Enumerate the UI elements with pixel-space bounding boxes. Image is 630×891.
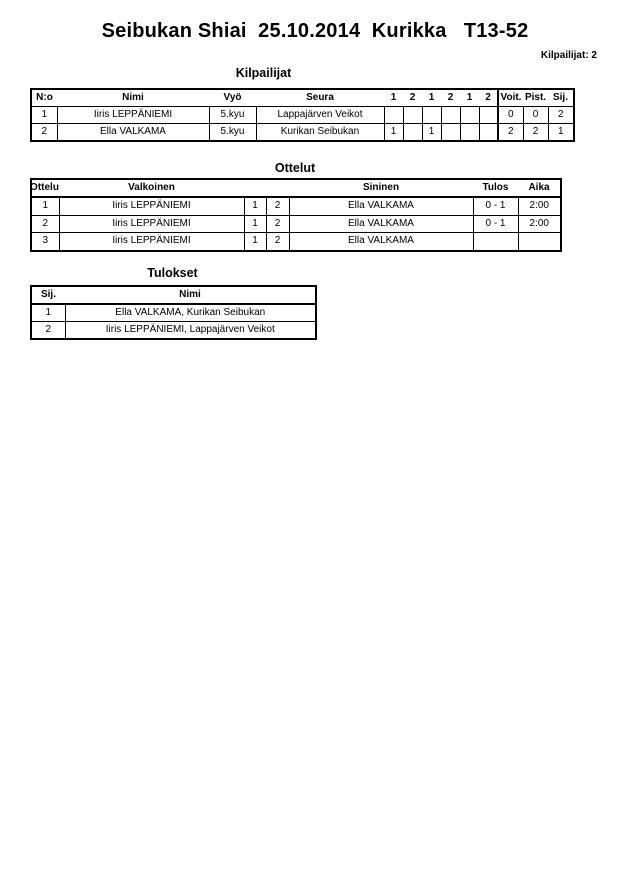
result-place: 1: [31, 304, 65, 322]
score-cell: [479, 107, 498, 124]
match-number: 2: [31, 215, 59, 233]
match-row: [31, 215, 561, 233]
col-header-score-4: 2: [441, 89, 460, 107]
points-cell: 2: [523, 124, 548, 142]
col-header-vyo: Vyö: [209, 89, 256, 107]
score-cell: [403, 124, 422, 142]
col-header-sij: Sij.: [31, 286, 65, 304]
score-cell: [479, 124, 498, 142]
competitor-number: 2: [31, 124, 57, 142]
placement-cell: 1: [548, 124, 574, 142]
match-row: [31, 197, 561, 215]
white-fighter-number: 1: [244, 233, 266, 251]
score-cell: [384, 107, 403, 124]
results-table: [30, 285, 317, 340]
score-cell: [460, 107, 479, 124]
competitor-row: [31, 124, 574, 142]
competitor-name: Ella VALKAMA: [57, 124, 209, 142]
col-header-score-1: 1: [384, 89, 403, 107]
score-cell: [403, 107, 422, 124]
blue-fighter-name: Ella VALKAMA: [289, 197, 473, 215]
score-cell: 1: [384, 124, 403, 142]
page-title: Seibukan Shiai 25.10.2014 Kurikka T13-52: [101, 20, 529, 42]
wins-cell: 2: [498, 124, 523, 142]
col-header-aika: Aika: [518, 179, 561, 197]
matches-table: [30, 178, 562, 252]
points-cell: 0: [523, 107, 548, 124]
blue-fighter-name: Ella VALKAMA: [289, 215, 473, 233]
match-time: [518, 233, 561, 251]
match-row: [31, 233, 561, 251]
result-row: [31, 304, 316, 322]
competitors-table: [30, 88, 575, 142]
matches-header-row: [31, 179, 561, 197]
competitor-number: 1: [31, 107, 57, 124]
col-header-score-6: 2: [479, 89, 498, 107]
blue-fighter-number: 2: [266, 215, 289, 233]
col-header-sininen: Sininen: [289, 179, 473, 197]
competitor-belt: 5.kyu: [209, 107, 256, 124]
match-number: 1: [31, 197, 59, 215]
col-header-voit: Voit.: [498, 89, 523, 107]
col-header-ottelu: Ottelu: [31, 179, 59, 197]
col-header-blue-spacer: [266, 179, 289, 197]
result-name: Ella VALKAMA, Kurikan Seibukan: [65, 304, 316, 322]
match-number: 3: [31, 233, 59, 251]
competitor-count-label: Kilpailijat: 2: [540, 50, 597, 61]
results-header-row: [31, 286, 316, 304]
result-row: [31, 322, 316, 340]
col-header-tulos: Tulos: [473, 179, 518, 197]
score-cell: [441, 107, 460, 124]
white-fighter-name: Iiris LEPPÄNIEMI: [59, 233, 244, 251]
match-time: 2:00: [518, 197, 561, 215]
col-header-score-5: 1: [460, 89, 479, 107]
competitor-row: [31, 107, 574, 124]
col-header-score-3: 1: [422, 89, 441, 107]
score-cell: [460, 124, 479, 142]
white-fighter-number: 1: [244, 215, 266, 233]
competitor-belt: 5.kyu: [209, 124, 256, 142]
white-fighter-number: 1: [244, 197, 266, 215]
white-fighter-name: Iiris LEPPÄNIEMI: [59, 197, 244, 215]
section-heading-ottelut: Ottelut: [274, 161, 316, 175]
score-cell: 1: [422, 124, 441, 142]
col-header-sij: Sij.: [548, 89, 574, 107]
match-result: [473, 233, 518, 251]
competitor-club: Kurikan Seibukan: [256, 124, 384, 142]
col-header-pist: Pist.: [523, 89, 548, 107]
score-cell: [422, 107, 441, 124]
col-header-no: N:o: [31, 89, 57, 107]
competitors-header-row: [31, 89, 574, 107]
col-header-nimi: Nimi: [57, 89, 209, 107]
result-name: Iiris LEPPÄNIEMI, Lappajärven Veikot: [65, 322, 316, 340]
competitor-name: Iiris LEPPÄNIEMI: [57, 107, 209, 124]
section-heading-kilpailijat: Kilpailijat: [235, 66, 292, 80]
blue-fighter-number: 2: [266, 197, 289, 215]
blue-fighter-name: Ella VALKAMA: [289, 233, 473, 251]
col-header-white-spacer: [244, 179, 266, 197]
result-place: 2: [31, 322, 65, 340]
wins-cell: 0: [498, 107, 523, 124]
score-cell: [441, 124, 460, 142]
placement-cell: 2: [548, 107, 574, 124]
section-heading-tulokset: Tulokset: [147, 266, 198, 280]
col-header-score-2: 2: [403, 89, 422, 107]
match-time: 2:00: [518, 215, 561, 233]
match-result: 0 - 1: [473, 197, 518, 215]
match-result: 0 - 1: [473, 215, 518, 233]
col-header-seura: Seura: [256, 89, 384, 107]
blue-fighter-number: 2: [266, 233, 289, 251]
col-header-nimi: Nimi: [65, 286, 316, 304]
competitor-club: Lappajärven Veikot: [256, 107, 384, 124]
white-fighter-name: Iiris LEPPÄNIEMI: [59, 215, 244, 233]
col-header-valkoinen: Valkoinen: [59, 179, 244, 197]
